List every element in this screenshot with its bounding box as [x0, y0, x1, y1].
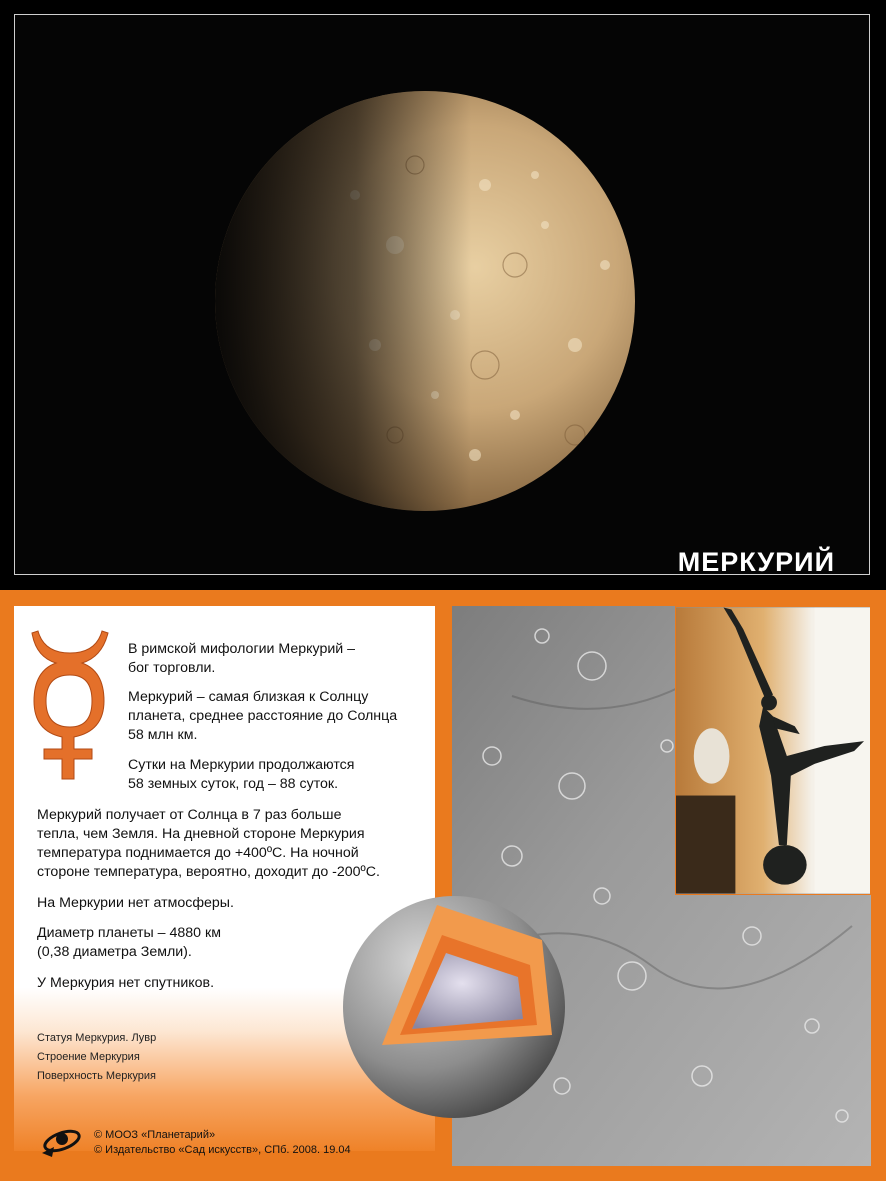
text-line: стороне температура, вероятно, доходит до -200ºС.	[37, 864, 380, 880]
text-line: Сутки на Меркурии продолжаются	[128, 757, 355, 773]
text-line: температура поднимается до +400ºС. На ночной	[37, 845, 359, 861]
planet-photo-frame	[14, 14, 870, 575]
copyright-planetarium: © МООЗ «Планетарий»	[94, 1129, 216, 1141]
text-line: Диаметр планеты – 4880 км	[37, 925, 221, 941]
paragraph-atmosphere	[37, 894, 234, 913]
paragraph-temperature	[37, 806, 380, 882]
planetarium-logo-icon	[40, 1123, 82, 1159]
text-line: планета, среднее расстояние до Солнца	[128, 708, 398, 724]
top-photo-panel	[0, 0, 886, 590]
text-line: (0,38 диаметра Земли).	[37, 944, 192, 960]
text-line: бог торговли.	[128, 660, 216, 676]
paragraph-mythology	[128, 640, 355, 678]
paragraph-day-length	[128, 756, 354, 794]
mercury-planet-image	[15, 15, 870, 575]
text-line: Меркурий получает от Солнца в 7 раз больше	[37, 807, 342, 823]
text-line: У Меркурия нет спутников.	[37, 975, 215, 991]
info-panel	[0, 590, 886, 1181]
paragraph-distance	[128, 688, 397, 745]
text-line: 58 млн км.	[128, 727, 198, 743]
paragraph-satellites	[37, 974, 214, 993]
text-line: тепла, чем Земля. На дневной стороне Меркурия	[37, 826, 365, 842]
text-line: Меркурий – самая близкая к Солнцу	[128, 689, 369, 705]
text-line: В римской мифологии Меркурий –	[128, 641, 356, 657]
mercury-symbol-icon	[30, 629, 110, 784]
text-line: 58 земных суток, год – 88 суток.	[128, 776, 339, 792]
mercury-structure-diagram	[342, 895, 572, 1125]
caption-structure: Строение Меркурия	[37, 1051, 140, 1063]
mercury-statue-image	[675, 606, 871, 895]
caption-statue: Статуя Меркурия. Лувр	[37, 1032, 157, 1044]
paragraph-diameter	[37, 924, 221, 962]
page-title: МЕРКУРИЙ	[677, 547, 835, 575]
text-line: На Меркурии нет атмосферы.	[37, 895, 234, 911]
caption-surface: Поверхность Меркурия	[37, 1070, 156, 1082]
copyright-publisher: © Издательство «Сад искусств», СПб. 2008. 19.04	[94, 1144, 351, 1156]
